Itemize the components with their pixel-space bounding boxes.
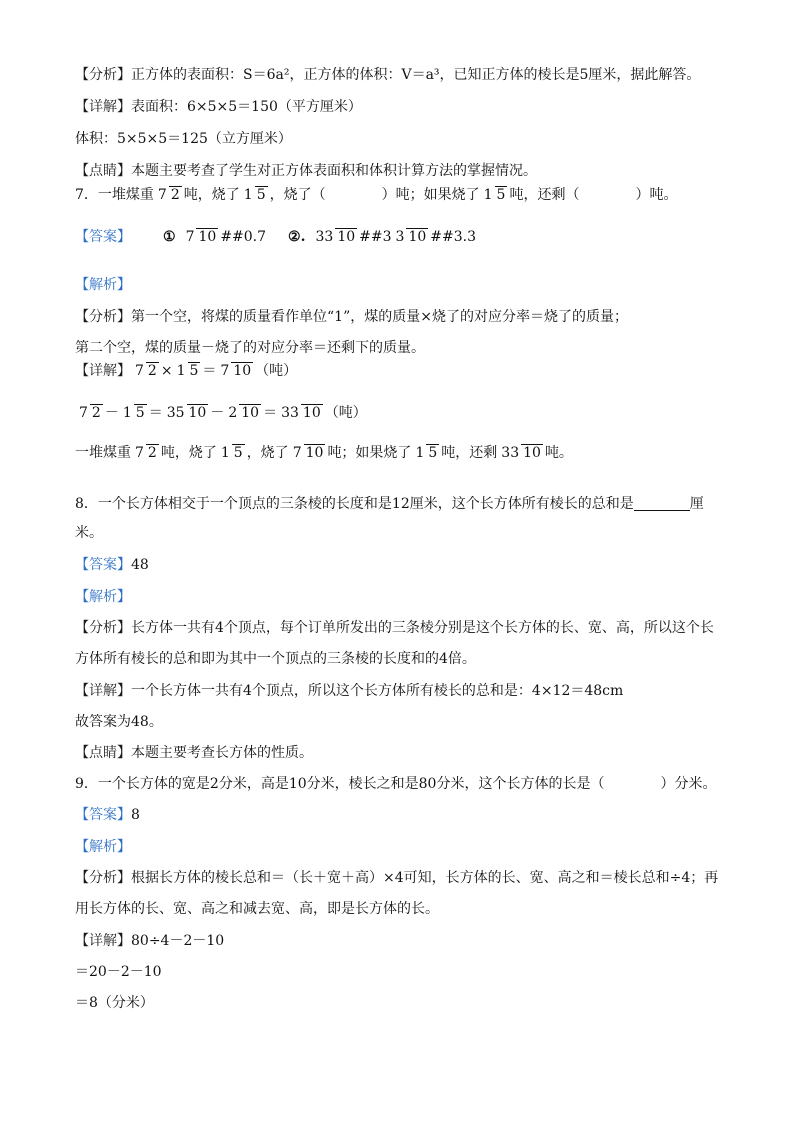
analysis-tag: 【分析】 [75,870,131,886]
question-text: ）吨。 [635,187,678,204]
q8-analysis-line-2 [75,652,476,666]
step-text: 80÷4－2－10 [131,933,225,949]
detail-text: 表面积：6×5×5＝150（平方厘米） [131,99,362,115]
q8-question-line-2 [75,526,103,540]
question-text: ）分米。 [660,776,717,792]
q7-explain-line [75,278,131,292]
analysis-text: 根据长方体的棱长总和＝（长＋宽＋高）×4可知，长方体的长、宽、高之和＝棱长总和÷4；再 [131,870,719,886]
detail-tag: 【详解】 [75,683,131,699]
q9-answer-line [75,808,140,822]
fraction: 33 10 [501,445,541,461]
answer-tag: 【答案】 [75,557,131,573]
conclusion-text: 故答案为48。 [75,714,163,730]
explain-tag: 【解析】 [75,589,131,605]
question-text: ，烧了（ [269,187,326,204]
question-text: 厘 [689,495,704,512]
comment-text: 本题主要考查长方体的性质。 [131,745,313,761]
analysis-tag: 【分析】 [75,309,131,325]
analysis-text: 正方体的表面积：S＝6a²，正方体的体积：V＝a³，已知正方体的棱长是5厘米，据此解答。 [131,67,701,83]
q8-analysis-line-1 [75,621,714,635]
q7-analysis-line-1 [75,310,628,324]
question-text: 吨，还剩（ [509,187,580,204]
analysis-text: 方体所有棱长的总和即为其中一个顶点的三条棱的长度和的4倍。 [75,651,476,667]
q6-analysis-line [75,68,700,82]
detail-tag: 【详解】 [75,933,131,949]
step-text: ＝20－2－10 [75,964,162,980]
q7-summary-line [75,446,573,461]
fraction: 7 10 [292,445,324,461]
q9-explain-line [75,840,131,854]
q7-detail-line-2 [75,406,367,421]
fraction: 1 5 [483,187,506,203]
summary-text: 吨，还剩 [441,445,498,462]
q8-comment-line [75,746,313,760]
q9-step-line-3 [75,996,154,1010]
comment-tag: 【点睛】 [75,163,131,179]
q7-analysis-line-2 [75,341,425,355]
fraction: 2 10 [228,405,260,421]
question-text: 米。 [75,525,103,541]
analysis-tag: 【分析】 [75,67,131,83]
q8-detail-line [75,684,623,698]
minus-sign: － [104,405,119,422]
detail-tag: 【详解】 [75,363,131,380]
unit-text: （吨） [324,405,367,422]
volume-text: 体积：5×5×5＝125（立方厘米） [75,131,292,147]
step-text: ＝8（分米） [75,995,154,1011]
explain-tag: 【解析】 [75,839,131,855]
fraction: 1 5 [176,363,199,379]
q8-question-line-1 [75,496,704,511]
q9-analysis-line-1 [75,871,718,885]
q6-detail-line [75,100,362,114]
q8-conclusion-line [75,715,163,729]
q9-step-line-2 [75,965,162,979]
explain-tag: 【解析】 [75,277,131,293]
summary-text: 吨，烧了 [160,445,217,462]
detail-tag: 【详解】 [75,99,131,115]
fraction: 35 10 [166,405,207,421]
comment-text: 本题主要考查了学生对正方体表面积和体积计算方法的掌握情况。 [131,163,537,179]
analysis-tag: 【分析】 [75,620,131,636]
fraction: 7 10 [220,363,252,379]
unit-text: （吨） [255,363,298,380]
comment-tag: 【点睛】 [75,745,131,761]
answer-text: 8 [131,807,140,823]
fraction: 7 2 [135,445,157,461]
fraction: 1 5 [220,445,243,461]
answer-tag: 【答案】 [75,807,131,823]
fraction: 33 10 [281,405,321,421]
answer-blank[interactable] [634,496,690,511]
question-text: 8．一个长方体相交于一个顶点的三条棱的长度和是12厘米，这个长方体所有棱长的总和是 [75,495,634,512]
fraction: 1 5 [243,187,266,203]
q7-question-line [75,188,677,203]
fraction: 7 2 [79,405,101,421]
answer-marker-1: ① [163,229,176,246]
analysis-text: 第二个空，煤的质量－烧了的对应分率＝还剩下的质量。 [75,340,425,356]
minus-sign: － [210,405,225,422]
answer-text: ##0.7 [220,229,267,246]
answer-text: 48 [131,557,149,573]
equals-sign: ＝ [263,405,278,422]
summary-text: 吨；如果烧了 [327,445,412,462]
q8-answer-line [75,558,149,572]
q8-explain-line [75,590,131,604]
q7-answer-line [75,230,476,245]
times-sign: × [160,363,173,380]
question-text: 吨，烧了 [183,187,240,204]
question-text: 9．一个长方体的宽是2分米，高是10分米，棱长之和是80分米，这个长方体的长是（ [75,776,605,792]
equals-sign: ＝ [148,405,163,422]
analysis-text: 第一个空，将煤的质量看作单位“1”，煤的质量×烧了的对应分率＝烧了的质量； [131,309,628,325]
answer-text: ##3.3 [430,229,476,246]
detail-text: 一个长方体一共有4个顶点，所以这个长方体所有棱长的总和是：4×12＝48cm [131,683,624,699]
analysis-text: 长方体一共有4个顶点，每个订单所发出的三条棱分别是这个长方体的长、宽、高，所以这个长 [131,620,714,636]
summary-text: 一堆煤重 [75,445,131,462]
fraction: 7 10 [185,229,217,245]
q6-comment-line [75,164,537,178]
fraction: 7 2 [135,363,157,379]
q7-detail-line-1 [75,364,297,379]
summary-text: ，烧了 [246,445,289,462]
q9-detail-line [75,934,224,948]
equals-sign: ＝ [202,363,217,380]
question-text: 7．一堆煤重 [75,187,154,204]
fraction: 3 10 [395,229,427,245]
question-text: ）吨；如果烧了 [381,187,480,204]
fraction: 7 2 [157,187,180,203]
fraction: 1 5 [415,445,438,461]
analysis-text: 用长方体的长、宽、高之和减去宽、高，即是长方体的长。 [75,901,439,917]
q9-question-line [75,777,716,791]
fraction: 1 5 [122,405,145,421]
q6-volume-line [75,132,292,146]
answer-tag: 【答案】 [75,229,131,246]
fraction: 33 10 [315,229,356,245]
answer-text: ##3 [359,229,392,246]
answer-marker-2: ②. [288,229,306,246]
q9-analysis-line-2 [75,902,439,916]
summary-text: 吨。 [544,445,573,462]
